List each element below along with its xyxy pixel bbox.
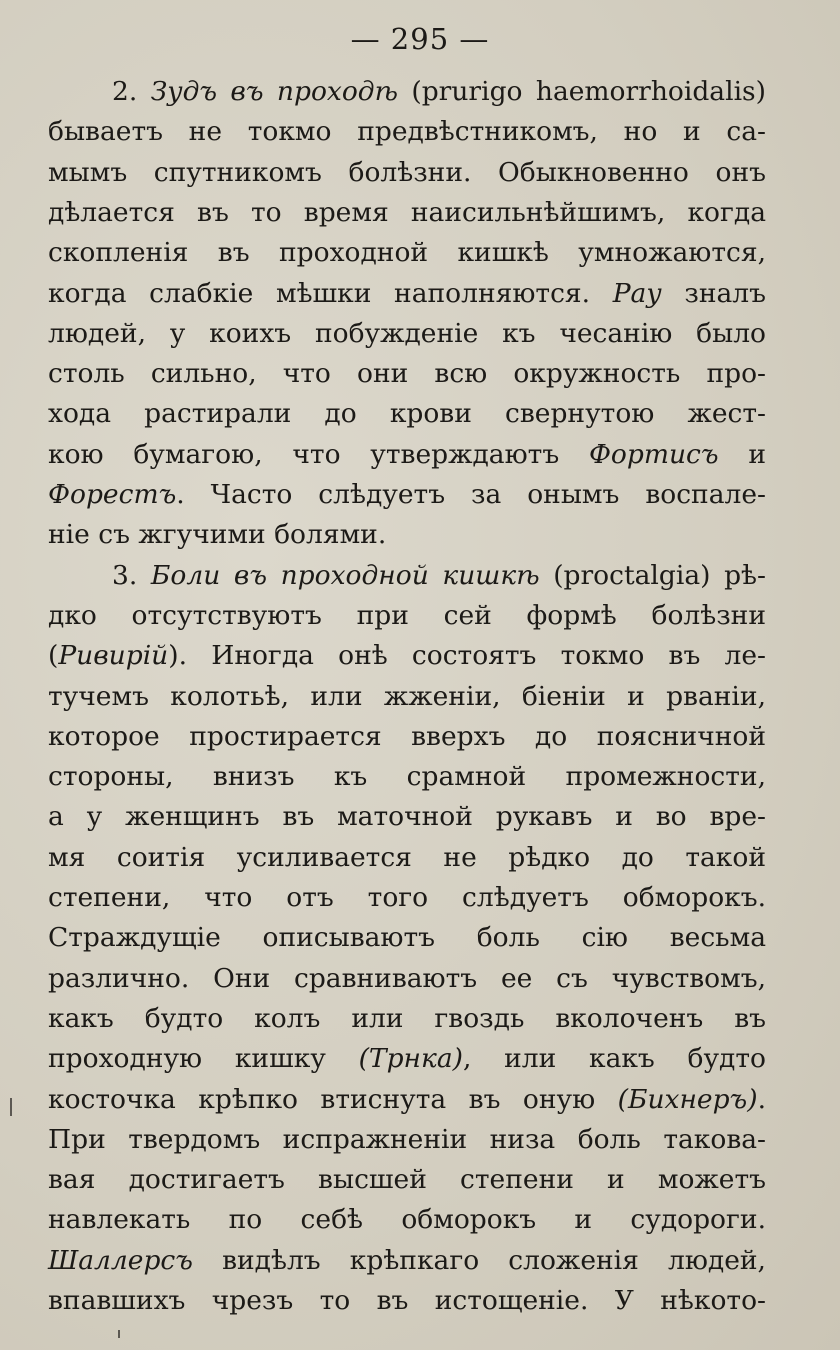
italic-segment: Зудъ въ проходѣ [150,76,398,107]
text-segment: (prurigo haemorrhoidalis) [397,76,766,107]
text-line [48,274,766,314]
text-line [48,1160,766,1200]
text-segment: Страждущіе описываютъ боль сію весьма [48,922,766,954]
text-segment: дко отсутствуютъ при сей формѣ болѣзни [48,599,766,631]
text-line [48,112,766,152]
text-line [48,959,766,999]
text-segment: какъ будто колъ или гвоздь вколоченъ въ [48,1002,766,1034]
text-line [48,1200,766,1240]
text-segment: степени, что отъ того слѣдуетъ обморокъ. [48,882,766,913]
text-segment: мя соитія усиливается не рѣдко до такой [48,841,766,873]
text-segment: мымъ спутникомъ болѣзни. Обыкновенно онъ [48,156,766,188]
text-line [48,878,766,918]
text-line [48,394,766,434]
text-segment: (proctalgia) рѣ- [539,559,766,591]
italic-segment: Ривирій [58,640,169,672]
text-segment: видѣлъ крѣпкаго сложенія людей, [192,1244,766,1276]
text-line [48,797,766,837]
text-segment: дѣлается въ то время наисильнѣйшимъ, когда [48,196,766,228]
text-segment: косточка крѣпко втиснута въ оную [48,1083,618,1115]
text-line [48,677,766,717]
italic-segment: Боли въ проходной кишкѣ [150,559,540,591]
text-segment: когда слабкіе мѣшки наполняются. [48,277,613,309]
stray-mark [118,1330,120,1338]
text-line [48,515,766,555]
text-line [48,838,766,878]
text-line [48,314,766,354]
text-line [112,72,766,112]
italic-segment: Рау [612,277,662,309]
text-line [48,193,766,233]
text-segment: стороны, внизъ къ срамной промежности, [48,761,766,793]
text-line [48,153,766,193]
italic-segment: Форестъ [48,479,177,510]
stray-mark [10,1098,12,1116]
text-segment: бываетъ не токмо предвѣстникомъ, но и са- [48,116,766,148]
text-segment: навлекать по себѣ обморокъ и судороги. [48,1204,766,1236]
text-line [48,636,766,676]
text-line [48,354,766,394]
text-line [48,757,766,797]
text-segment: вая достигаетъ высшей степени и можетъ [48,1164,766,1196]
text-segment: . Часто слѣдуетъ за онымъ воспале- [176,479,766,510]
text-segment: различно. Они сравниваютъ ее съ чувствомъ, [48,962,766,994]
italic-segment: Фортисъ [588,438,719,470]
text-segment: хода растирали до крови свернутою жест- [48,398,766,430]
text-line [48,1281,766,1321]
text-segment: и [718,438,766,470]
text-line [48,1039,766,1079]
text-line [48,435,766,475]
text-line [48,999,766,1039]
text-line [48,1080,766,1120]
text-segment: людей, у коихъ побужденіе къ чесанію было [48,317,766,349]
text-segment: . [757,1083,766,1115]
text-segment: ніе съ жгучими болями. [48,519,387,551]
text-segment: тучемъ колотьѣ, или жженіи, біеніи и рваніи, [48,680,766,712]
text-line [48,233,766,273]
italic-segment: Шаллерсъ [48,1244,193,1276]
text-segment: впавшихъ чрезъ то въ истощеніе. У нѣкото- [48,1285,766,1316]
text-segment: ). Иногда онѣ состоятъ токмо въ ле- [168,640,766,672]
text-line [48,1241,766,1281]
text-line [48,475,766,515]
text-line [48,717,766,757]
text-segment: проходную кишку [48,1043,359,1075]
italic-segment: (Трнка) [358,1043,463,1075]
text-segment: а у женщинъ въ маточной рукавъ и во вре- [48,801,766,833]
text-line [48,918,766,958]
text-segment: 3. [112,559,151,591]
text-segment: 2. [112,76,151,107]
italic-segment: (Бихнеръ) [617,1083,758,1115]
page-number: — 295 — [350,22,490,56]
text-line [112,556,766,596]
text-segment: столь сильно, что они всю окружность про- [48,358,766,390]
text-segment: кою бумагою, что утверждаютъ [48,438,589,470]
text-segment: скопленія въ проходной кишкѣ умножаются, [48,237,766,269]
text-line [48,596,766,636]
text-segment: зналъ [661,277,766,309]
text-segment: При твердомъ испражненіи низа боль такова- [48,1123,766,1155]
text-segment: ( [48,640,59,672]
text-segment: которое простирается вверхъ до поясничной [48,720,766,752]
text-segment: , или какъ будто [462,1043,766,1075]
text-line [48,1120,766,1160]
